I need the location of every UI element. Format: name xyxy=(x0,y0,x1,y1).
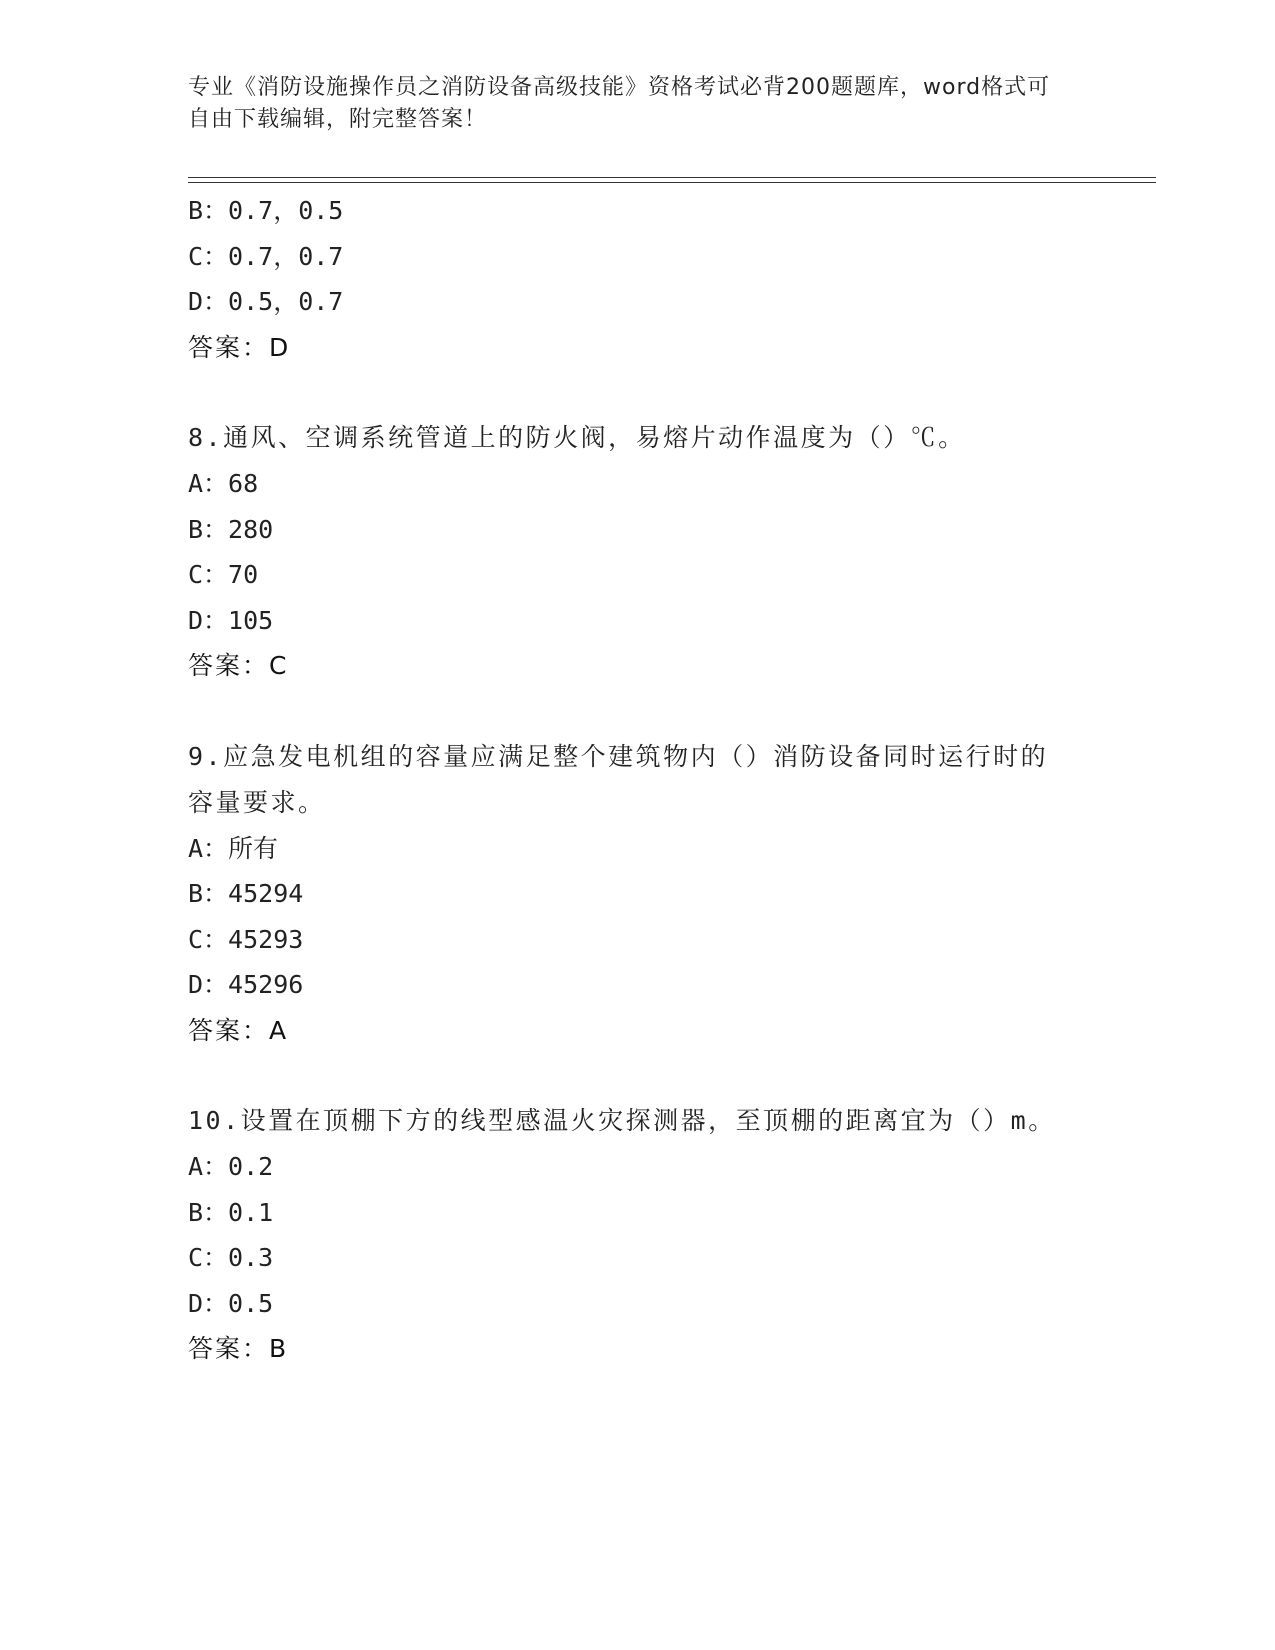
option-a: A：0.2 xyxy=(188,1152,274,1181)
answer-line: 答案：C xyxy=(188,651,289,680)
option-c: C：70 xyxy=(188,560,259,589)
option-b: B：45294 xyxy=(188,879,304,908)
option-d: D：105 xyxy=(188,605,274,635)
document-header: 专业《消防设施操作员之消防设备高级技能》资格考试必背200题题库，word格式可自由下载编辑，附完整答案！ xyxy=(188,75,1051,132)
option-d: D：0.5，0.7 xyxy=(188,287,344,316)
spacer xyxy=(188,370,1088,415)
spacer xyxy=(188,1053,1088,1098)
option-c: C：45293 xyxy=(188,924,304,954)
question-block-8 xyxy=(188,415,1088,689)
question-text: 8.通风、空调系统管道上的防火阀，易熔片动作温度为（）℃。 xyxy=(188,423,966,452)
question-block-9 xyxy=(188,734,1088,1054)
option-b: B：280 xyxy=(188,514,274,544)
question-block-7 xyxy=(188,188,1088,370)
question-text: 9.应急发电机组的容量应满足整个建筑物内（）消防设备同时运行时的容量要求。 xyxy=(188,741,1049,817)
question-text: 10.设置在顶棚下方的线型感温火灾探测器，至顶棚的距离宜为（）m。 xyxy=(188,1106,1056,1135)
option-d: D：0.5 xyxy=(188,1288,274,1318)
option-b: B：0.7，0.5 xyxy=(188,196,344,225)
answer-line: 答案：B xyxy=(188,1334,289,1363)
option-b: B：0.1 xyxy=(188,1197,274,1227)
answer-line: 答案：A xyxy=(188,1015,289,1045)
question-list xyxy=(188,188,1088,1372)
option-c: C：0.7，0.7 xyxy=(188,241,344,271)
answer-line: 答案：D xyxy=(188,332,291,362)
header-divider-top xyxy=(188,177,1156,178)
option-c: C：0.3 xyxy=(188,1243,274,1272)
option-a: A：所有 xyxy=(188,833,279,863)
option-d: D：45296 xyxy=(188,970,304,999)
spacer xyxy=(188,689,1088,734)
header-divider-bottom xyxy=(188,182,1156,183)
option-a: A：68 xyxy=(188,469,259,498)
question-block-10 xyxy=(188,1098,1088,1372)
